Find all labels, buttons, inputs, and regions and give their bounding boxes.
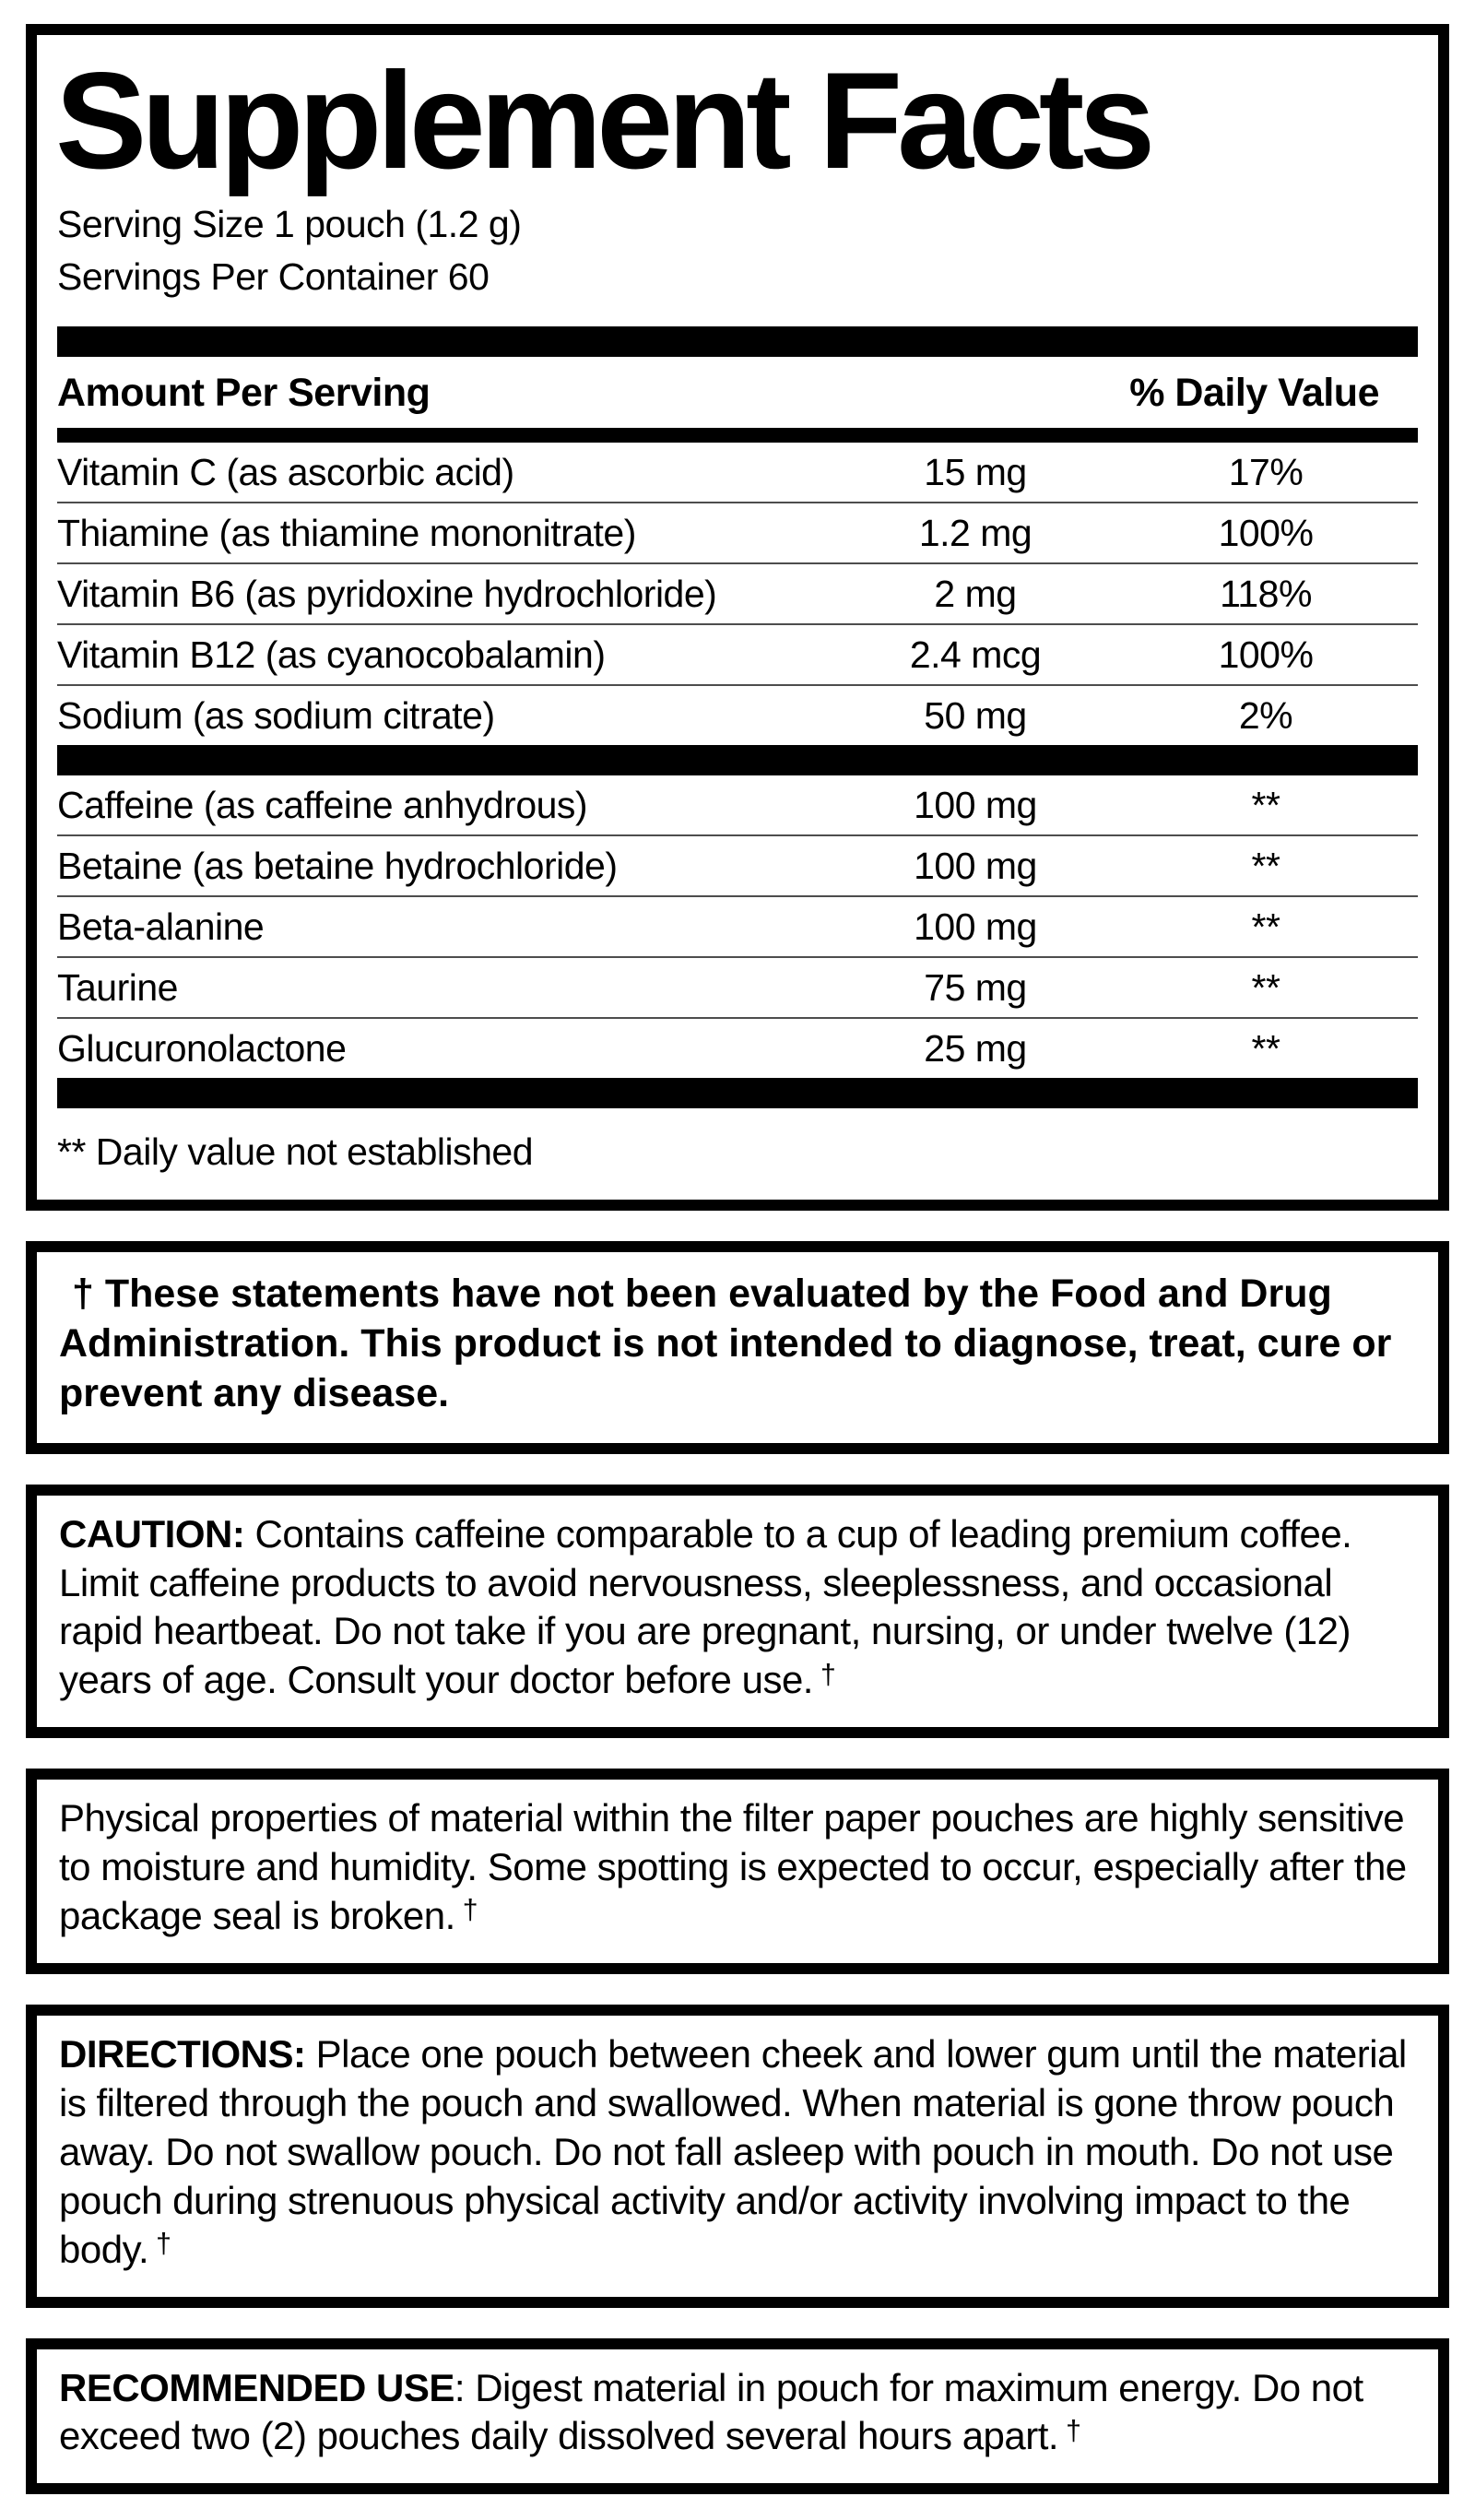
panel-title: Supplement Facts: [55, 43, 1150, 197]
nutrient-daily-value: 100%: [1218, 511, 1314, 554]
daily-value-not-established-marker: **: [1251, 844, 1280, 887]
nutrient-name: Sodium (as sodium citrate): [57, 693, 495, 737]
daily-value-not-established-marker: **: [1251, 1026, 1280, 1070]
nutrient-amount: 75 mg: [924, 965, 1027, 1009]
nutrient-name: Betaine (as betaine hydrochloride): [57, 844, 618, 887]
nutrient-daily-value: 118%: [1220, 572, 1312, 615]
directions-lead: DIRECTIONS:: [59, 2031, 306, 2076]
moisture-note-box: [26, 1769, 1449, 1974]
table-row: [57, 503, 1418, 564]
divider-bar-heavy: [57, 326, 1418, 357]
table-row: [57, 958, 1418, 1019]
nutrient-name: Taurine: [57, 965, 178, 1009]
fda-disclaimer-box: [26, 1241, 1449, 1454]
nutrient-amount: 100 mg: [914, 783, 1037, 826]
divider-bar-heavy: [57, 745, 1418, 775]
table-row: [57, 1019, 1418, 1078]
table-row: [57, 836, 1418, 897]
nutrient-table: [57, 443, 1418, 745]
daily-value-not-established-marker: **: [1251, 783, 1280, 826]
nutrient-name: Thiamine (as thiamine mononitrate): [57, 511, 636, 554]
servings-per-container: Servings Per Container 60: [57, 254, 490, 298]
recommended-use-text: : Digest material in pouch for maximum energy. Do not exceed two (2) pouches daily dissolved several hours apart.: [59, 2365, 1363, 2458]
caution-box: [26, 1485, 1449, 1739]
nutrient-name: Vitamin C (as ascorbic acid): [57, 450, 514, 493]
nutrient-name: Glucuronolactone: [57, 1026, 347, 1070]
directions-box: [26, 2005, 1449, 2308]
recommended-use-lead: RECOMMENDED USE: [59, 2365, 454, 2409]
table-row: [57, 625, 1418, 686]
nutrient-name: Vitamin B6 (as pyridoxine hydrochloride): [57, 572, 717, 615]
caution-text: Contains caffeine comparable to a cup of leading premium coffee. Limit caffeine products to avoid nervousness, sleeplessness, and occasional rapid heartbeat. Do not take if you are pregnant, nursing, or under twelve (12) years of age. Consult your doctor before use.: [59, 1511, 1352, 1702]
supplement-facts-panel: [26, 24, 1449, 1211]
dagger-symbol: †: [156, 2228, 171, 2259]
fda-disclaimer-text: † These statements have not been evaluated by the Food and Drug Administration. This product is not intended to diagnose, treat, cure or prevent any disease.: [59, 1272, 1392, 1416]
table-row: [57, 897, 1418, 958]
daily-value-not-established-marker: **: [1251, 905, 1280, 948]
nutrient-amount: 50 mg: [924, 693, 1027, 737]
table-header-row: [57, 357, 1418, 428]
serving-size: Serving Size 1 pouch (1.2 g): [57, 202, 522, 245]
divider-bar-medium: [57, 428, 1418, 443]
directions-text: Place one pouch between cheek and lower gum until the material is filtered through the pouch and swallowed. When material is gone throw pouch away. Do not swallow pouch. Do not fall asleep with pouch in mouth. Do not use pouch during strenuous physical activity and/or activity involving impact to the body.: [59, 2031, 1407, 2271]
recommended-use-box: [26, 2338, 1449, 2495]
nutrient-name: Vitamin B12 (as cyanocobalamin): [57, 633, 606, 676]
nutrient-amount: 100 mg: [914, 905, 1037, 948]
nutrient-amount: 100 mg: [914, 844, 1037, 887]
nutrient-amount: 2 mg: [934, 572, 1017, 615]
dagger-symbol: †: [1066, 2415, 1081, 2446]
nutrient-amount: 1.2 mg: [918, 511, 1032, 554]
daily-value-header: % Daily Value: [1129, 371, 1379, 416]
table-row: [57, 686, 1418, 745]
daily-value-footnote: ** Daily value not established: [57, 1130, 534, 1174]
other-ingredients-table: [57, 775, 1418, 1078]
nutrient-daily-value: 17%: [1228, 450, 1304, 493]
daily-value-not-established-marker: **: [1251, 965, 1280, 1009]
table-row: [57, 775, 1418, 836]
nutrient-daily-value: 2%: [1238, 693, 1293, 737]
nutrient-amount: 15 mg: [924, 450, 1027, 493]
nutrient-name: Caffeine (as caffeine anhydrous): [57, 783, 588, 826]
divider-bar-heavy: [57, 1078, 1418, 1108]
amount-per-serving-header: Amount Per Serving: [57, 371, 431, 416]
dagger-symbol: †: [462, 1895, 478, 1926]
nutrient-amount: 25 mg: [924, 1026, 1027, 1070]
caution-lead: CAUTION:: [59, 1511, 245, 1556]
nutrient-name: Beta-alanine: [57, 905, 265, 948]
nutrient-daily-value: 100%: [1218, 633, 1314, 676]
nutrient-amount: 2.4 mcg: [909, 633, 1042, 676]
table-row: [57, 564, 1418, 625]
table-row: [57, 443, 1418, 503]
moisture-note-text: Physical properties of material within the filter paper pouches are highly sensitive to moisture and humidity. Some spotting is expected to occur, especially after the package seal is broken.: [59, 1796, 1407, 1938]
dagger-symbol: †: [820, 1659, 836, 1690]
